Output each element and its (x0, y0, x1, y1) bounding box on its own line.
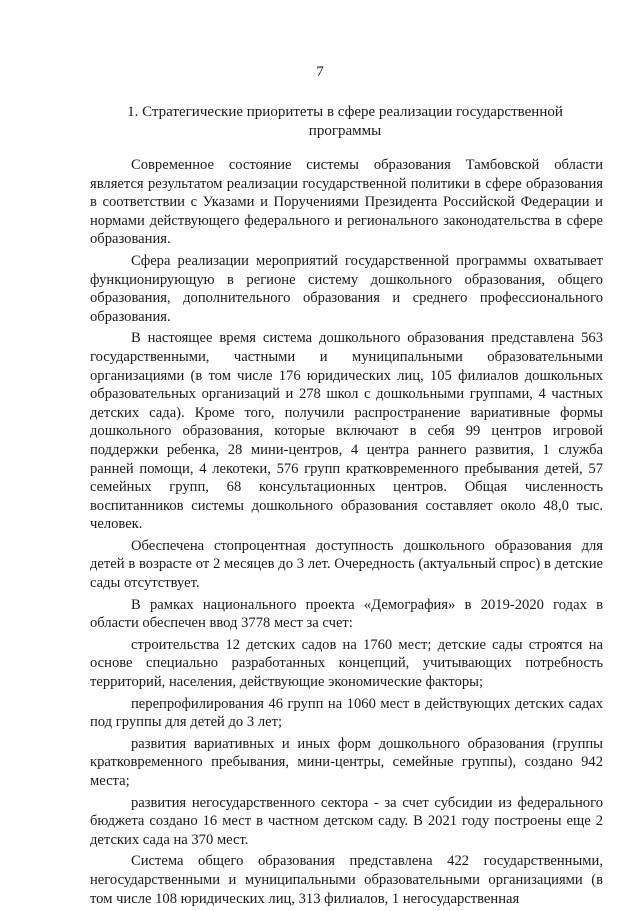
paragraph: Система общего образования представлена 422 государственными, негосударственными и муниципальными образовательными организациями (в том числе 108 юридических лиц, 313 филиалов, 1 негосударственная (90, 853, 603, 907)
paragraph: В рамках национального проекта «Демография» в 2019-2020 годах в области обеспечен ввод 3778 мест за счет: (90, 596, 603, 632)
paragraph: В настоящее время система дошкольного образования представлена 563 государственными, частными и муниципальными образовательными организациями (в том числе 176 юридических лиц, 105 филиалов дошкольных образовательных организаций и 278 школ с дошкольными группами, 4 частных детских сада). Кроме того, получили распространение вариативные формы дошкольного образования, которые включают в себя 99 центров игровой поддержки ребенка, 28 мини-центров, 4 центра раннего развития, 1 служба ранней помощи, 4 лекотеки, 576 групп кратковременного пребывания детей, 57 семейных групп, 68 консультационных центров. Общая численность воспитанников системы дошкольного образования составляет около 48,0 тыс. человек. (90, 330, 603, 533)
section-heading: 1. Стратегические приоритеты в сфере реализации государственной программы (127, 104, 563, 139)
paragraph: перепрофилирования 46 групп на 1060 мест в действующих детских садах под группы для детей до 3 лет; (90, 695, 603, 731)
paragraph: строительства 12 детских садов на 1760 мест; детские сады строятся на основе специально разработанных концепций, учитывающих потребность территорий, населения, действующие экономические факторы; (90, 636, 603, 691)
body-text (90, 156, 603, 911)
paragraph: Обеспечена стопроцентная доступность дошкольного образования для детей в возрасте от 2 месяцев до 3 лет. Очередность (актуальный спрос) в детские сады отсутствует. (90, 537, 603, 592)
paragraph: Сфера реализации мероприятий государственной программы охватывает функционирующую в регионе систему дошкольного образования, общего образования, дополнительного образования и среднего профессионального образования. (90, 252, 603, 325)
page-number: 7 (316, 64, 324, 80)
paragraph: Современное состояние системы образования Тамбовской области является результатом реализации государственной политики в сфере образования в соответствии с Указами и Поручениями Президента Российской Федерации и нормами действующего федерального и регионального законодательства в сфере образования. (90, 157, 603, 248)
paragraph: развития вариативных и иных форм дошкольного образования (группы кратковременного пребывания, мини-центры, семейные группы), создано 942 места; (90, 735, 603, 789)
paragraph: развития негосударственного сектора - за счет субсидии из федерального бюджета создано 16 мест в частном детском саду. В 2021 году построены еще 2 детских сада на 370 мест. (90, 794, 603, 848)
